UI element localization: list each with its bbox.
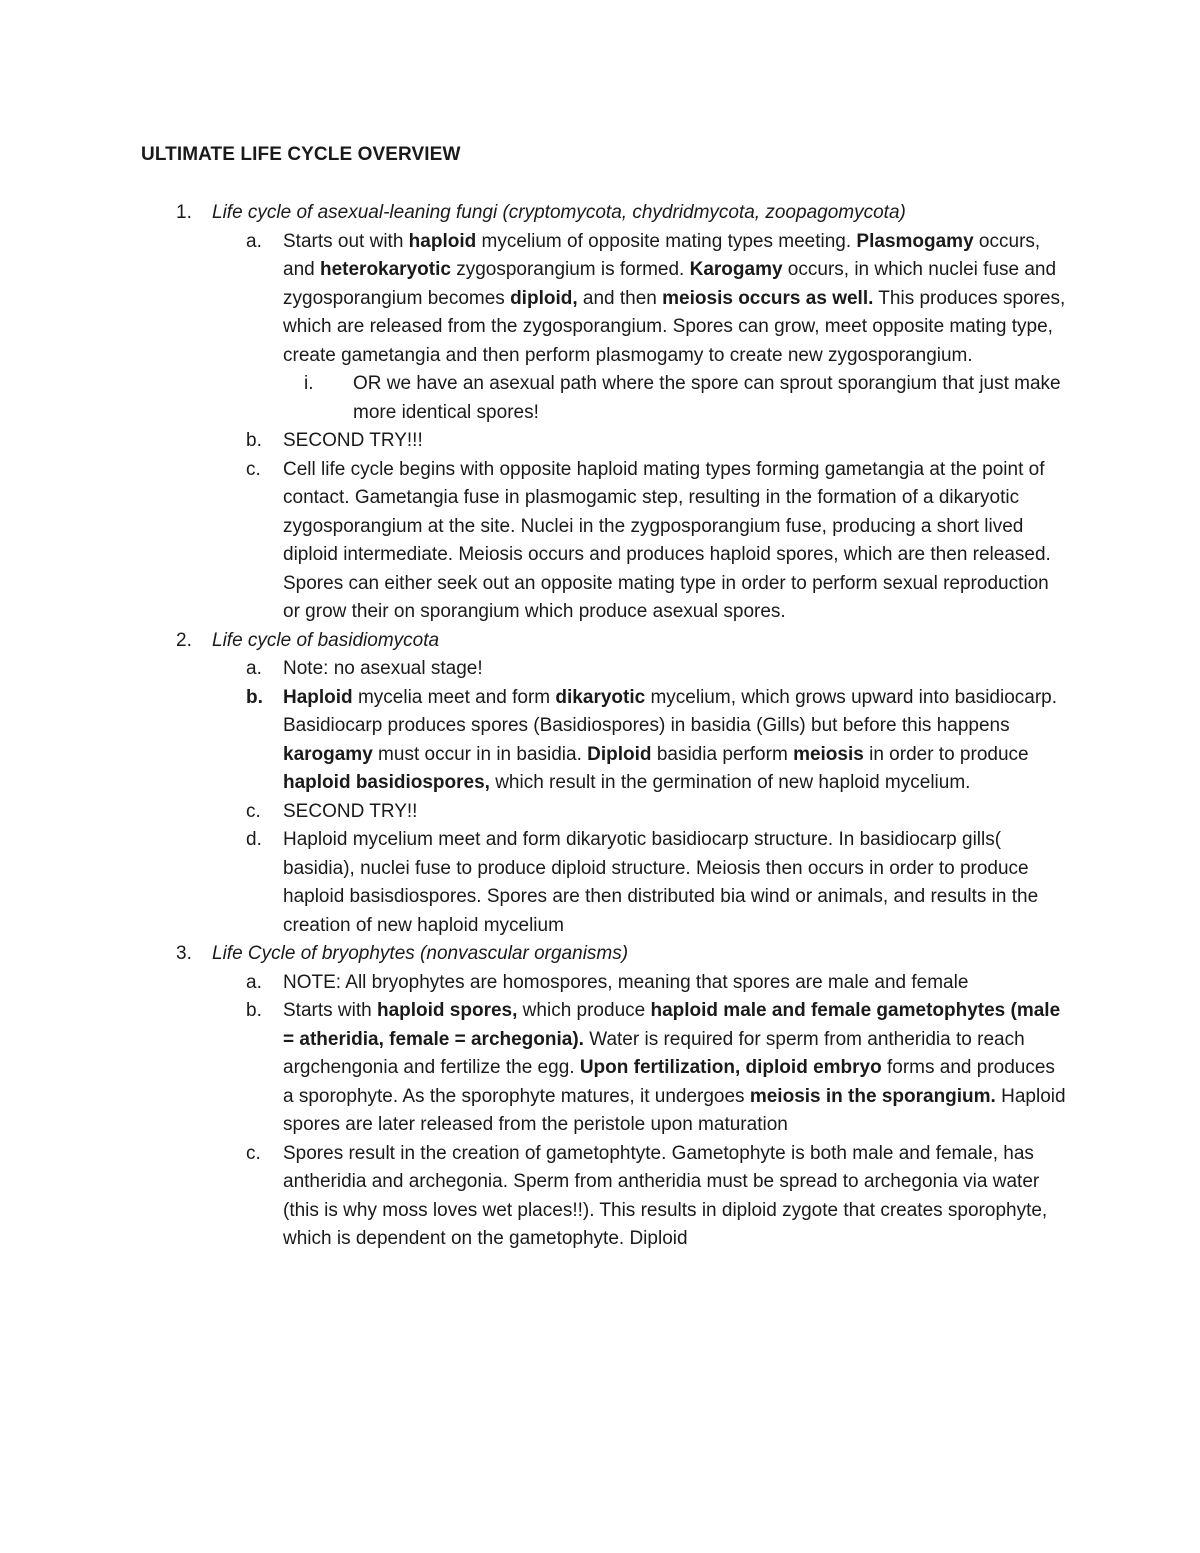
bold-term: haploid male and female gametophytes (male = atheridia, female = archegonia). [283,1000,1061,1050]
list-marker: a. [246,658,262,679]
text-run: mycelium of opposite mating types meeting. [476,230,857,252]
page-title: ULTIMATE LIFE CYCLE OVERVIEW [141,144,461,165]
list-marker: a. [246,971,262,993]
section-heading [0,627,1062,656]
list-marker: d. [246,829,262,850]
text-run: in order to produce [863,743,1029,765]
list-item [0,997,1068,1140]
bold-term: Haploid [283,686,353,708]
text-run: basidia perform [651,743,794,765]
text-run: occurs, in which nuclei fuse and zygosporangium becomes [283,259,1057,309]
list-marker: b. [246,430,262,451]
list-marker: 1. [176,202,192,223]
text-run: Haploid mycelium meet and form dikaryotic basidiocarp structure. In basidiocarp gills( basidia), nuclei fuse to produce diploid structure. Meiosis then occurs in order to produce haploid basisdiospores. Spores are then distributed bia wind or animals, and results in the creation of new haploid mycelium [283,829,1039,936]
list-marker: c. [246,458,261,480]
list-item [0,228,1068,371]
bold-term: meiosis [793,743,864,765]
bold-term: karogamy [283,743,373,765]
list-item [0,655,1068,684]
bold-term: dikaryotic [555,686,646,708]
list-marker: b. [246,1000,262,1021]
document-body [0,199,1200,1254]
section-heading-text: Life cycle of basidiomycota [212,629,440,651]
sub-item-text: OR we have an asexual path where the spore can sprout sporangium that just make more identical spores! [353,373,1061,423]
section-heading-text: Life Cycle of bryophytes (nonvascular organisms) [212,943,629,964]
list-marker: a. [246,230,262,252]
text-run: must occur in in basidia. [372,743,588,765]
text-run: SECOND TRY!!! [283,430,423,451]
bold-term: meiosis in the sporangium. [749,1085,996,1107]
list-marker: i. [304,373,314,394]
text-run: forms and produces a sporophyte. As the sporophyte matures, it undergoes [283,1057,1055,1107]
text-run: mycelium, which grows upward into basidiocarp. Basidiocarp produces spores (Basidiospores) in basidia (Gills) but before this happens [283,686,1058,736]
text-run: zygosporangium is formed. [450,259,690,280]
list-marker: 2. [176,629,192,651]
list-item [0,798,1068,827]
text-run: Note: no asexual stage! [283,658,483,679]
list-item [0,427,1068,456]
bold-term: haploid spores, [376,1000,518,1021]
sub-list-item [0,370,1073,427]
section-heading [0,940,1062,969]
list-marker: b. [246,686,263,708]
text-run: occurs, and [283,230,1041,280]
list-item [0,969,1068,998]
list-item [0,826,1068,940]
bold-term: diploid, [510,287,578,309]
list-marker: 3. [176,943,192,964]
text-run: which result in the germination of new haploid mycelium. [489,772,971,793]
list-marker: c. [246,1142,261,1164]
section-heading [0,199,1062,228]
text-run: This produces spores, which are released from the zygosporangium. Spores can grow, meet opposite mating type, create gametangia and then perform plasmogamy to create new zygosporangium. [283,287,1066,366]
text-run: and then [577,287,663,309]
bold-term: Upon fertilization, diploid embryo [579,1057,882,1078]
text-run: Cell life cycle begins with opposite haploid mating types forming gametangia at the point of contact. Gametangia fuse in plasmogamic step, resulting in the formation of a dikaryotic zygosporangium at the site. Nuclei in the zygposporangium fuse, producing a short lived diploid intermediate. Meiosis occurs and produces haploid spores, which are then released. Spores can either seek out an opposite mating type in order to perform sexual reproduction or grow their on sporangium which produce asexual spores. [283,458,1051,622]
text-run: Starts out with [283,230,409,252]
bold-term: heterokaryotic [319,259,451,280]
text-run: Haploid spores are later released from the peristole upon maturation [283,1085,1066,1135]
bold-term: haploid basidiospores, [283,772,490,793]
list-item [0,684,1068,798]
text-run: which produce [517,1000,651,1021]
bold-term: meiosis occurs as well. [662,287,874,309]
text-run: mycelia meet and form [352,686,556,708]
bold-term: Diploid [587,743,652,765]
bold-term: Plasmogamy [856,230,974,252]
list-item [0,1140,1068,1254]
bold-term: haploid [408,230,477,252]
list-item [0,456,1068,627]
text-run: Water is required for sperm from antheridia to reach argchengonia and fertilize the egg. [283,1028,1025,1078]
text-run: Spores result in the creation of gametophtyte. Gametophyte is both male and female, has antheridia and archegonia. Sperm from antheridia must be spread to archegonia via water (this is why moss loves wet places!!). This results in diploid zygote that creates sporophyte, which is dependent on the gametophyte. Diploid [283,1142,1048,1249]
section-heading-text: Life cycle of asexual-leaning fungi (cryptomycota, chydridmycota, zoopagomycota) [212,202,906,223]
list-marker: c. [246,800,261,822]
text-run: NOTE: All bryophytes are homospores, meaning that spores are male and female [283,971,969,993]
text-run: SECOND TRY!! [283,800,418,822]
text-run: Starts with [283,1000,377,1021]
bold-term: Karogamy [689,259,783,280]
